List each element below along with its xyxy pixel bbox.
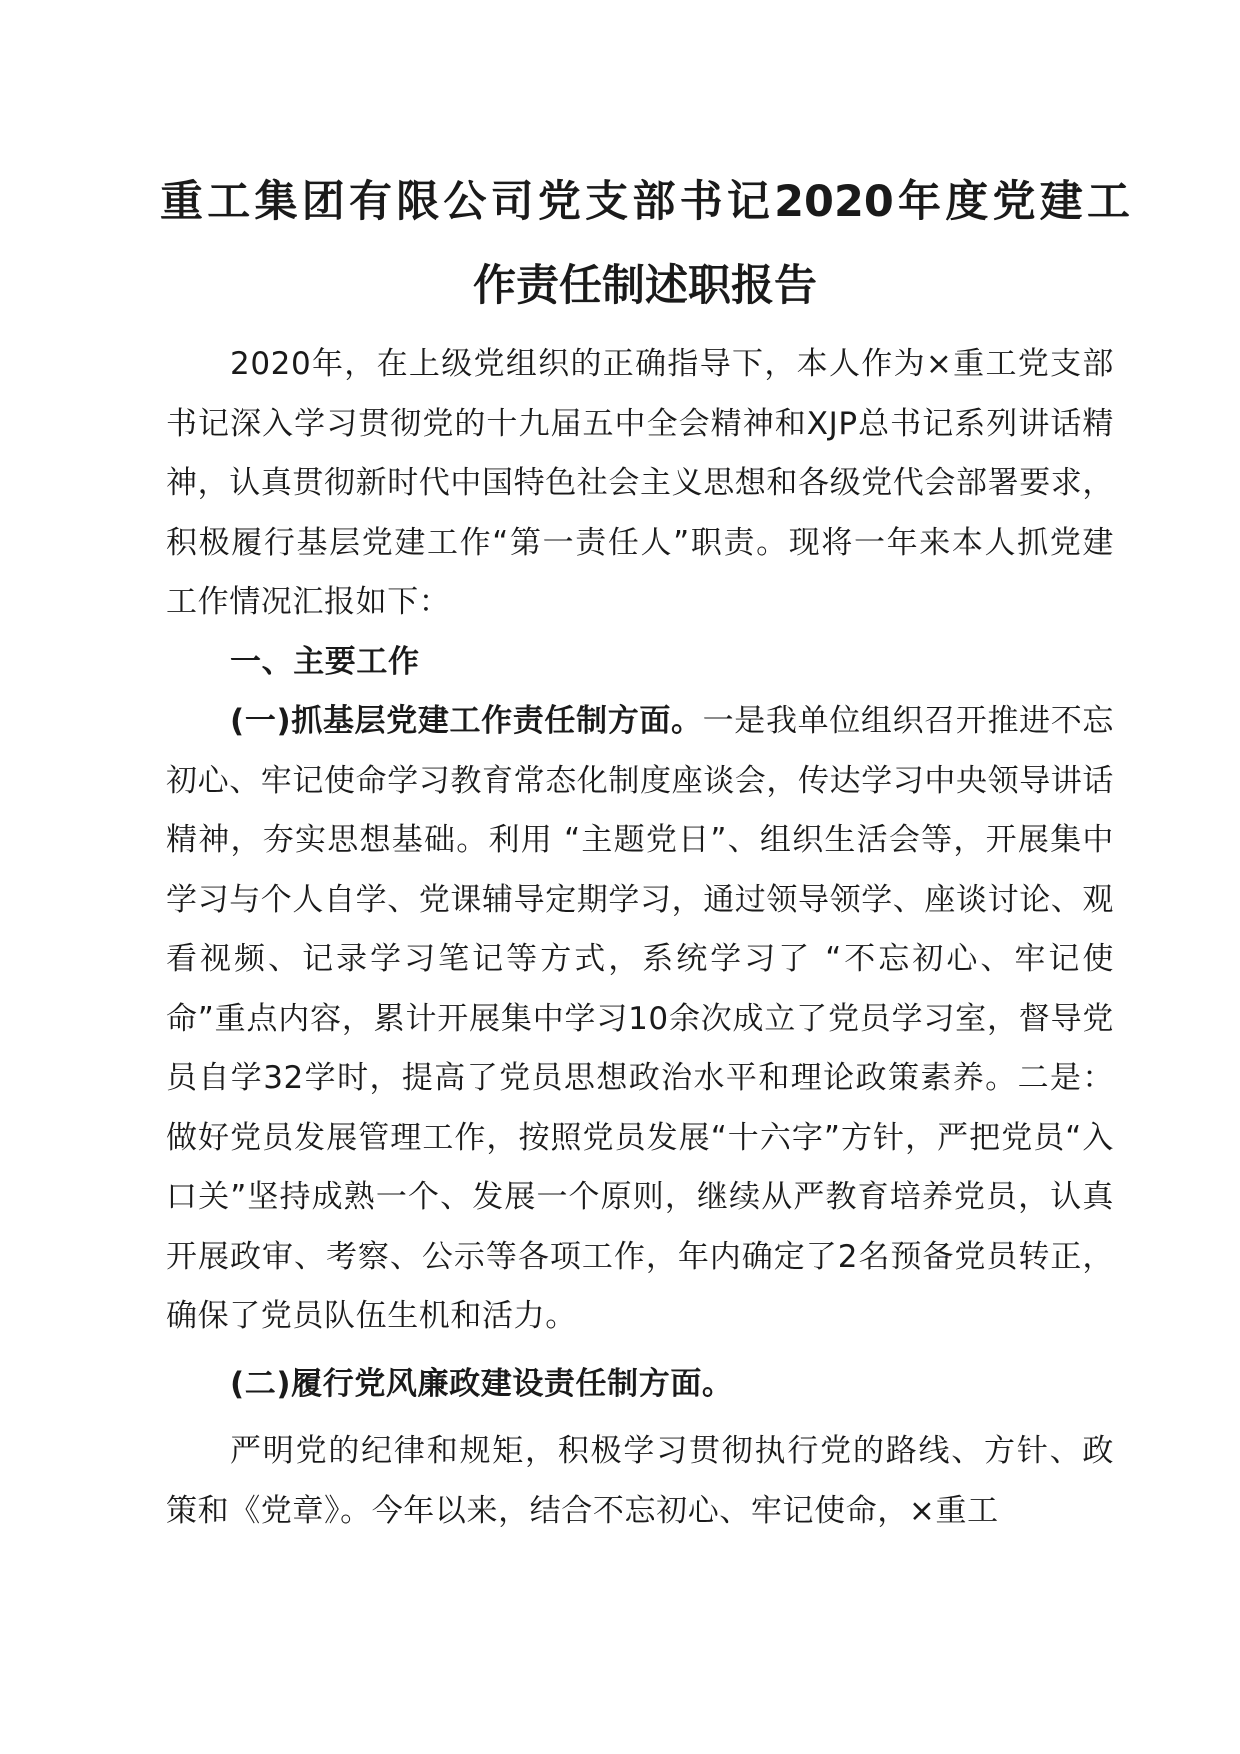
intro-paragraph: 2020年，在上级党组织的正确指导下，本人作为×重工党支部书记深入学习贯彻党的十九届五中全会精神和XJP总书记系列讲话精神，认真贯彻新时代中国特色社会主义思想和各级党代会部署要求，积极履行基层党建工作“第一责任人”职责。现将一年来本人抓党建工作情况汇报如下： bbox=[166, 346, 1114, 620]
subsection-1-heading: (一)抓基层党建工作责任制方面。 bbox=[230, 703, 703, 739]
subsection-1-paragraph bbox=[166, 692, 1114, 1347]
paragraph-gap bbox=[166, 1347, 1114, 1355]
section-1-heading: 一、主要工作 bbox=[230, 643, 420, 680]
subsection-2-heading: (二)履行党风廉政建设责任制方面。 bbox=[230, 1365, 734, 1402]
subsection-2-paragraph: 严明党的纪律和规矩，积极学习贯彻执行党的路线、方针、政策和《党章》。今年以来，结合不忘初心、牢记使命，×重工 bbox=[166, 1433, 1114, 1529]
document-title-line-1: 重工集团有限公司党支部书记2020年度党建工 bbox=[160, 177, 1130, 227]
paragraph-gap bbox=[166, 1414, 1114, 1422]
document-title-line-2: 作责任制述职报告 bbox=[473, 261, 817, 311]
document-body bbox=[166, 335, 1114, 1541]
subsection-1-text: 一是我单位组织召开推进不忘初心、牢记使命学习教育常态化制度座谈会，传达学习中央领导讲话精神，夯实思想基础。利用 “主题党日”、组织生活会等，开展集中学习与个人自学、党课辅导定期学习，通过领导领学、座谈讨论、观看视频、记录学习笔记等方式，系统学习了 “不忘初心、牢记使命”重点内容，累计开展集中学习10余次成立了党员学习室，督导党员自学32学时，提高了党员思想政治水平和理论政策素养。二是：做好党员发展管理工作，按照党员发展“十六字”方针，严把党员“入口关”坚持成熟一个、发展一个原则，继续从严教育培养党员，认真开展政审、考察、公示等各项工作，年内确定了2名预备党员转正，确保了党员队伍生机和活力。 bbox=[166, 703, 1114, 1334]
